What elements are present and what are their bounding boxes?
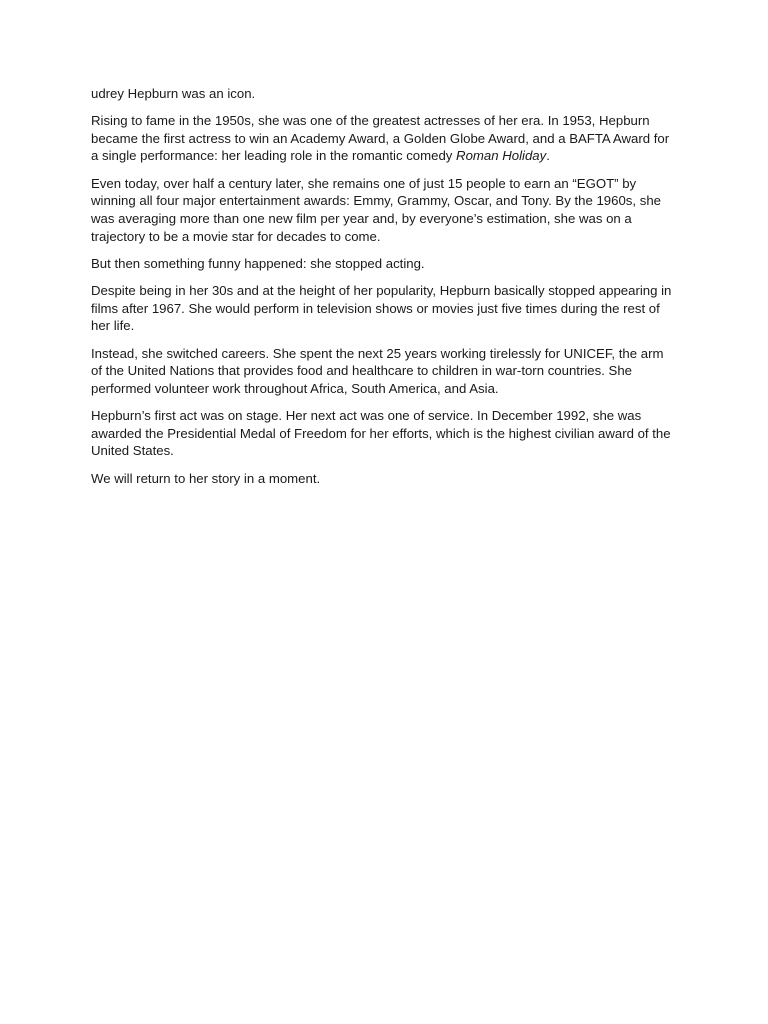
paragraph-1 [91, 85, 677, 103]
paragraph-5-text: Despite being in her 30s and at the height of her popularity, Hepburn basically stopped appearing in films after 1967. She would perform in television shows or movies just five times during the rest of her life. [91, 283, 672, 334]
paragraph-8 [91, 470, 677, 488]
paragraph-1-text: udrey Hepburn was an icon. [91, 86, 256, 101]
paragraph-6-text: Instead, she switched careers. She spent the next 25 years working tirelessly for UNICEF, the arm of the United Nations that provides food and healthcare to children in war-torn countries. She performed volunteer work throughout Africa, South America, and Asia. [91, 345, 664, 396]
paragraph-4 [91, 255, 677, 273]
paragraph-8-text: We will return to her story in a moment. [91, 470, 321, 486]
document-body [91, 85, 677, 497]
paragraph-6 [91, 345, 677, 398]
paragraph-4-text: But then something funny happened: she stopped acting. [91, 255, 425, 271]
paragraph-2-text: Rising to fame in the 1950s, she was one of the greatest actresses of her era. In 1953, Hepburn became the first actress to win an Academy Award, a Golden Globe Award, and a BAFTA Award for a single performance: her leading role in the romantic comedy [91, 113, 670, 164]
paragraph-7 [91, 407, 677, 460]
paragraph-2 [91, 112, 677, 165]
film-title-emphasis: Roman Holiday [456, 148, 547, 164]
paragraph-5 [91, 282, 677, 335]
paragraph-3 [91, 175, 677, 245]
paragraph-7-text: Hepburn’s first act was on stage. Her next act was one of service. In December 1992, she was awarded the Presidential Medal of Freedom for her efforts, which is the highest civilian award of the United States. [91, 408, 671, 459]
paragraph-2-after: . [546, 148, 550, 164]
paragraph-3-text: Even today, over half a century later, she remains one of just 15 people to earn an “EGOT” by winning all four major entertainment awards: Emmy, Grammy, Oscar, and Tony. By the 1960s, she was averaging more than one new film per year and, by everyone’s estimation, she was on a trajectory to be a movie star for decades to come. [91, 175, 661, 244]
